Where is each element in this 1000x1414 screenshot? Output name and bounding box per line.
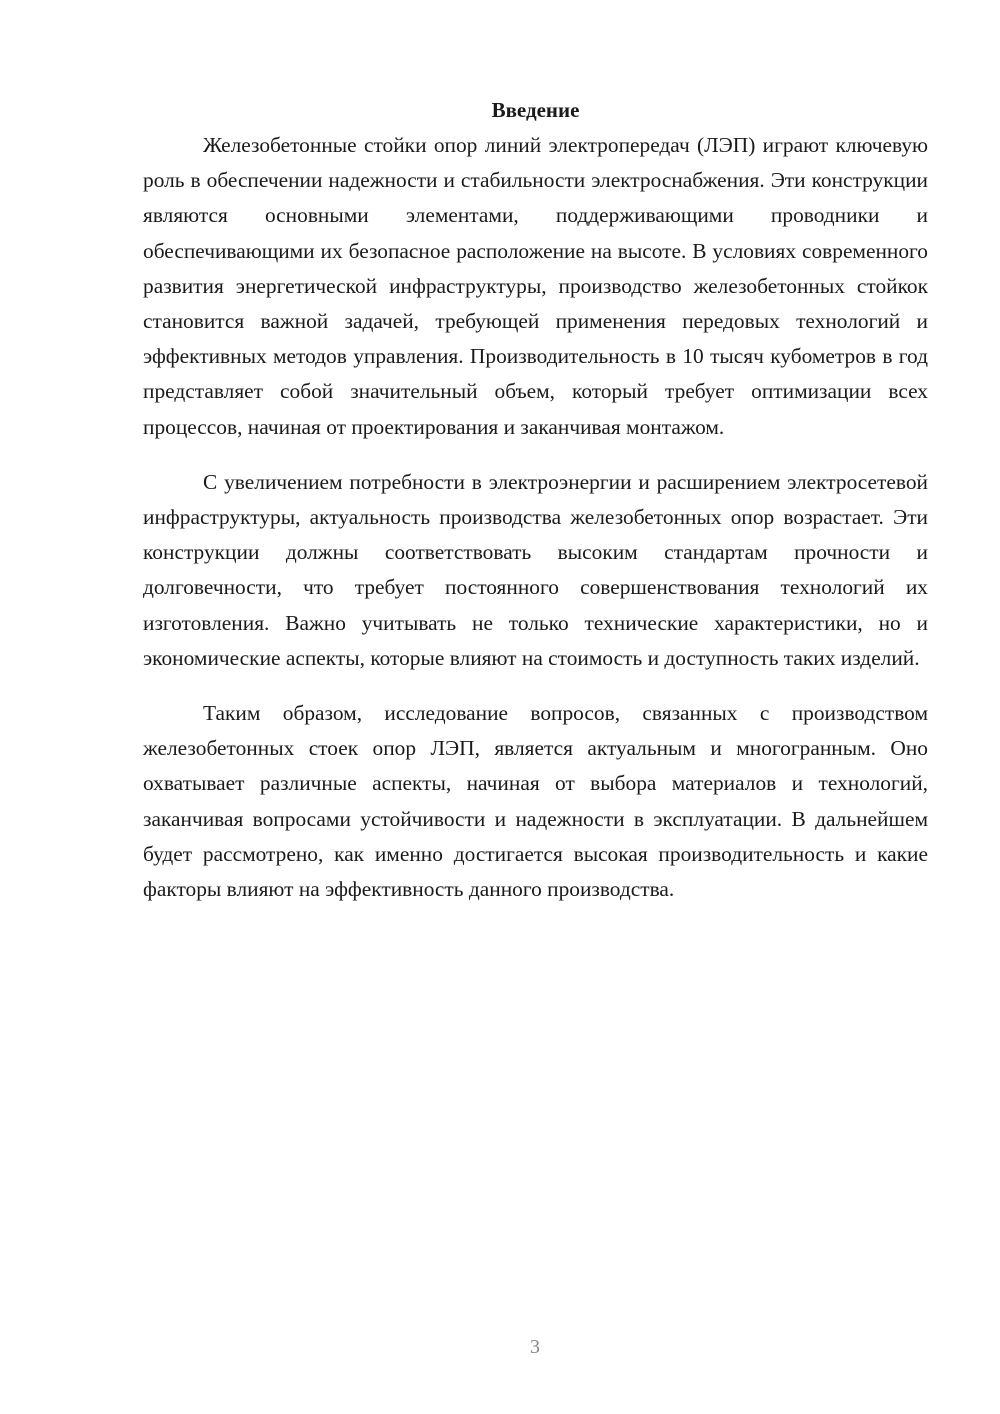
paragraph-1: Железобетонные стойки опор линий электропередач (ЛЭП) играют ключевую роль в обеспечении надежности и стабильности электроснабжения. Эти конструкции являются основными элементами, поддерживающими проводники и обеспечивающими их безопасное расположение на высоте. В условиях современного развития энергетической инфраструктуры, производство железобетонных стойкок становится важной задачей, требующей применения передовых технологий и эффективных методов управления. Производительность в 10 тысяч кубометров в год представляет собой значительный объем, который требует оптимизации всех процессов, начиная от проектирования и заканчивая монтажом. [143, 133, 928, 439]
paragraph-3: Таким образом, исследование вопросов, связанных с производством железобетонных стоек опор ЛЭП, является актуальным и многогранным. Оно охватывает различные аспекты, начиная от выбора материалов и технологий, заканчивая вопросами устойчивости и надежности в эксплуатации. В дальнейшем будет рассмотрено, как именно достигается высокая производительность и какие факторы влияют на эффективность данного производства. [143, 701, 928, 902]
page-content [143, 93, 928, 907]
paragraph-2: С увеличением потребности в электроэнергии и расширением электросетевой инфраструктуры, актуальность производства железобетонных опор возрастает. Эти конструкции должны соответствовать высоким стандартам прочности и долговечности, что требует постоянного совершенствования технологий их изготовления. Важно учитывать не только технические характеристики, но и экономические аспекты, которые влияют на стоимость и доступность таких изделий. [143, 469, 928, 670]
page-number: 3 [530, 1336, 540, 1358]
section-heading: Введение [491, 98, 580, 122]
